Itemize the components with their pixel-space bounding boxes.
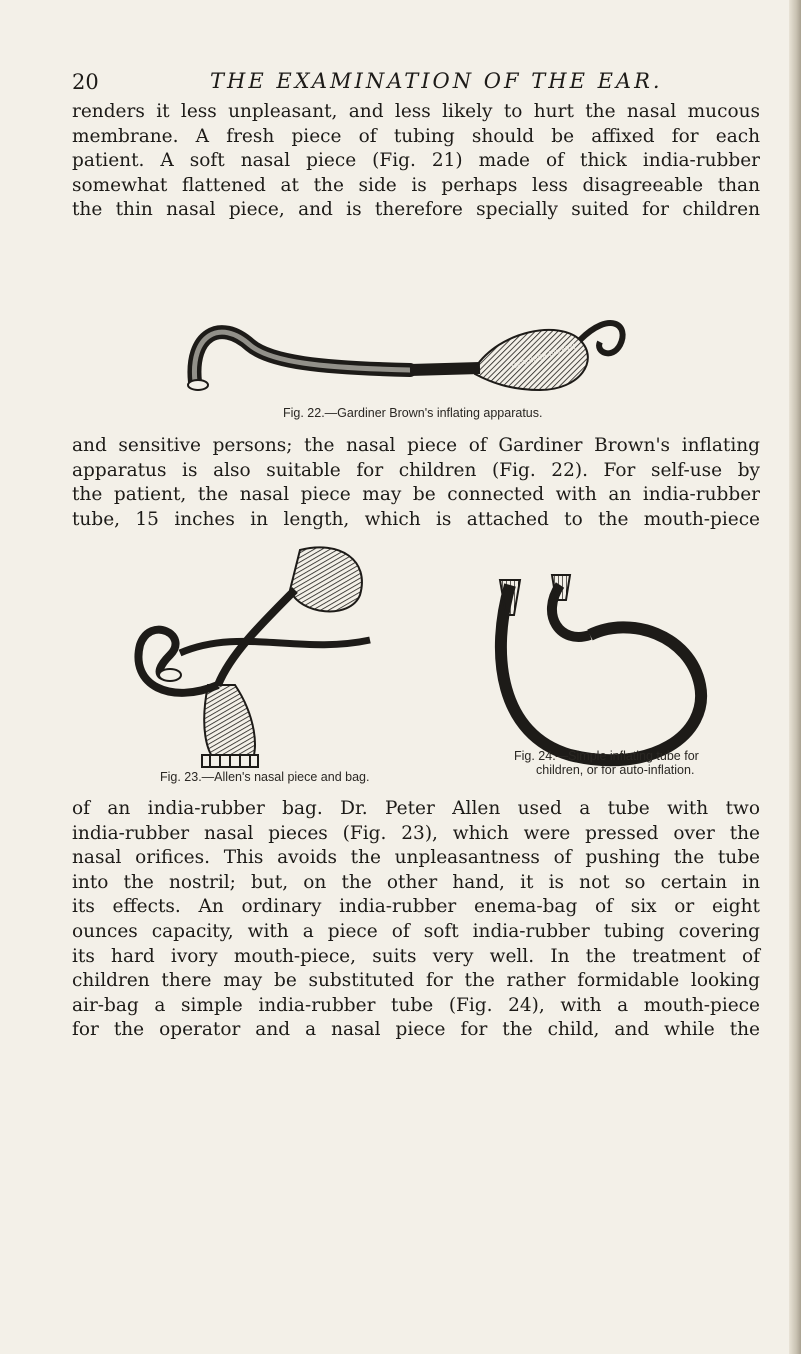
page-edge-shadow <box>789 0 801 1354</box>
figure-22-engraving: GARDINER BROWN <box>510 342 577 371</box>
text-line: india-rubber nasal pieces (Fig. 23), which were pressed over the <box>72 822 760 844</box>
text-line: tube, 15 inches in length, which is attached to the mouth-piece <box>72 508 760 530</box>
figure-24-caption <box>514 749 699 777</box>
figure-24-caption-line: Fig. 24.—Simple inflating tube for <box>514 749 699 763</box>
figure-23-caption: Fig. 23.—Allen's nasal piece and bag. <box>160 770 370 784</box>
text-line: renders it less unpleasant, and less likely to hurt the nasal mucous <box>72 101 760 122</box>
text-line: apparatus is also suitable for children (Fig. 22). For self-use by <box>72 459 760 481</box>
text-line: ounces capacity, with a piece of soft india-rubber tubing covering <box>72 920 760 942</box>
text-line: and sensitive persons; the nasal piece of Gardiner Brown's inflating <box>72 435 760 456</box>
paragraph-2 <box>72 434 760 532</box>
running-head: THE EXAMINATION OF THE EAR. <box>210 69 663 93</box>
text-line: somewhat flattened at the side is perhaps less disagreeable than <box>72 174 760 196</box>
text-line: of an india-rubber bag. Dr. Peter Allen used a tube with two <box>72 798 760 819</box>
figure-23-illustration <box>130 535 390 765</box>
paragraph-3 <box>72 797 760 1043</box>
text-line: the patient, the nasal piece may be connected with an india-rubber <box>72 484 760 506</box>
text-line: patient. A soft nasal piece (Fig. 21) made of thick india-rubber <box>72 150 760 172</box>
text-line: its hard ivory mouth-piece, suits very well. In the treatment of <box>72 945 760 967</box>
text-line: membrane. A fresh piece of tubing should be affixed for each <box>72 125 760 147</box>
text-line: children there may be substituted for the rather formidable looking <box>72 970 760 992</box>
text-line: nasal orifices. This avoids the unpleasantness of pushing the tube <box>72 847 760 869</box>
figure-24-caption-line: children, or for auto-inflation. <box>536 763 695 777</box>
paragraph-1 <box>72 100 760 223</box>
figure-24-illustration <box>470 575 720 765</box>
figure-22-caption: Fig. 22.—Gardiner Brown's inflating apparatus. <box>283 406 543 420</box>
text-line: air-bag a simple india-rubber tube (Fig. 24), with a mouth-piece <box>72 994 760 1016</box>
figure-22-illustration <box>180 290 630 400</box>
text-line: its effects. An ordinary india-rubber enema-bag of six or eight <box>72 896 760 918</box>
text-line: the thin nasal piece, and is therefore specially suited for children <box>72 199 760 221</box>
text-line: for the operator and a nasal piece for the child, and while the <box>72 1019 760 1041</box>
page-number: 20 <box>72 70 99 94</box>
text-line: into the nostril; but, on the other hand, it is not so certain in <box>72 871 760 893</box>
